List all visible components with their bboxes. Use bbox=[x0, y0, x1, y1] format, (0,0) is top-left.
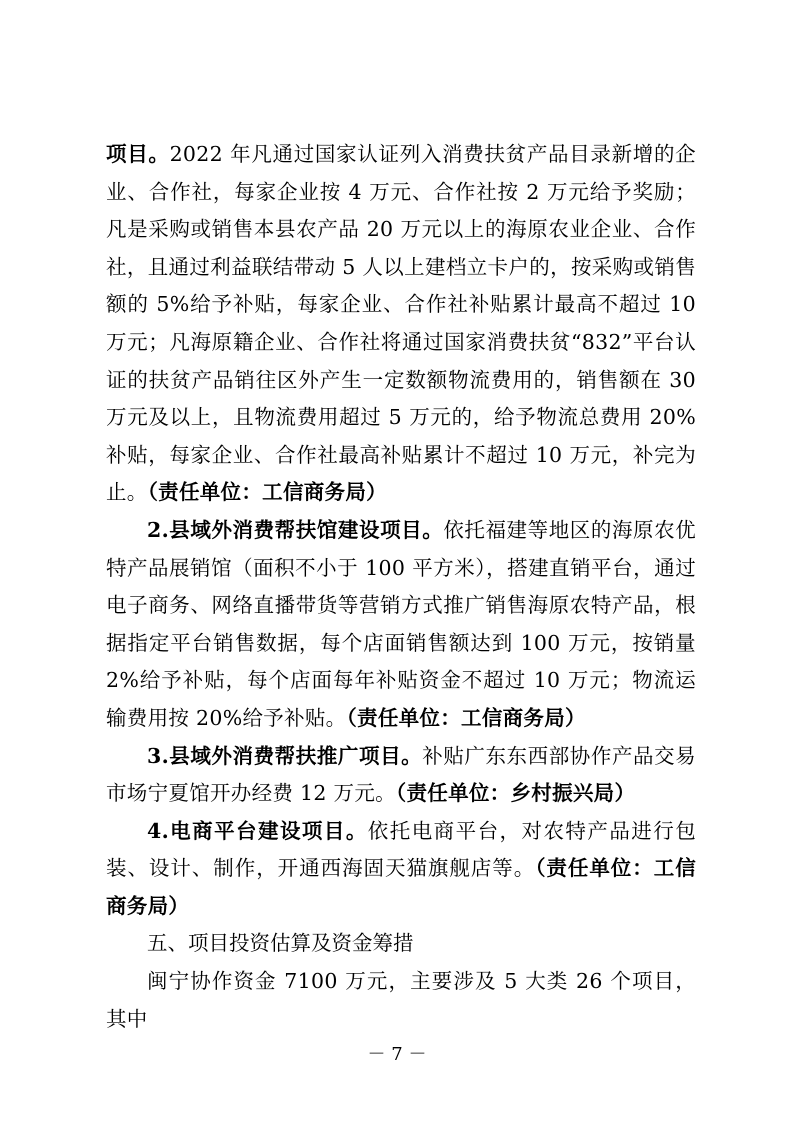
paragraph-investment-estimate bbox=[106, 963, 696, 1038]
section-heading: 五、项目投资估算及资金筹措 bbox=[147, 931, 414, 956]
paragraph-aid-hall-construction bbox=[106, 512, 696, 738]
item-title: 2.县域外消费帮扶馆建设项目。 bbox=[147, 517, 444, 542]
paragraph-ecommerce-platform bbox=[106, 813, 696, 926]
responsible-unit: （责任单位：工信商务局） bbox=[346, 705, 586, 730]
paragraph-aid-promotion bbox=[106, 738, 696, 813]
paragraph-text: 依托福建等地区的海原农优特产品展销馆（面积不小于 100 平方米），搭建直销平台，通过电子商务、网络直播带货等营销方式推广销售海原农特产品，根据指定平台销售数据，每个店面销售额达到 100 万元，按销量 2%给予补贴，每个店面每年补贴资金不超过 10 万元；物流运输费用按 20%给予补贴。 bbox=[106, 517, 696, 730]
responsible-unit: （责任单位：工信商务局） bbox=[106, 856, 696, 918]
page-number: － 7 － bbox=[367, 1044, 427, 1065]
responsible-unit: （责任单位：工信商务局） bbox=[147, 480, 387, 505]
paragraph-text: 补贴广东东西部协作产品交易市场宁夏馆开办经费 12 万元。 bbox=[106, 743, 696, 806]
paragraph-text: 闽宁协作资金 7100 万元，主要涉及 5 大类 26 个项目，其中 bbox=[106, 969, 696, 1031]
responsible-unit: （责任单位：乡村振兴局） bbox=[395, 781, 636, 806]
item-title: 4.电商平台建设项目。 bbox=[147, 818, 368, 843]
paragraph-consumption-aid-product bbox=[106, 136, 696, 512]
paragraph-text: 2022 年凡通过国家认证列入消费扶贫产品目录新增的企业、合作社，每家企业按 4 万元、合作社按 2 万元给予奖励；凡是采购或销售本县农产品 20 万元以上的海原农业企业、合作社，且通过利益联结带动 5 人以上建档立卡户的，按采购或销售额的 5%给予补贴，每家企业、合作社补贴累计最高不超过 10 万元；凡海原籍企业、合作社将通过国家消费扶贫“832”平台认证的扶贫产品销往区外产生一定数额物流费用的，销售额在 30 万元及以上，且物流费用超过 5 万元的，给予物流总费用 20%补贴，每家企业、合作社最高补贴累计不超过 10 万元，补完为止。 bbox=[106, 142, 696, 505]
paragraph-text: 依托电商平台，对农特产品进行包装、设计、制作，开通西海固天猫旗舰店等。 bbox=[106, 818, 697, 881]
document-body bbox=[106, 136, 696, 1038]
paragraph-bold-lead: 项目。 bbox=[106, 142, 170, 166]
item-title: 3.县域外消费帮扶推广项目。 bbox=[147, 743, 423, 768]
